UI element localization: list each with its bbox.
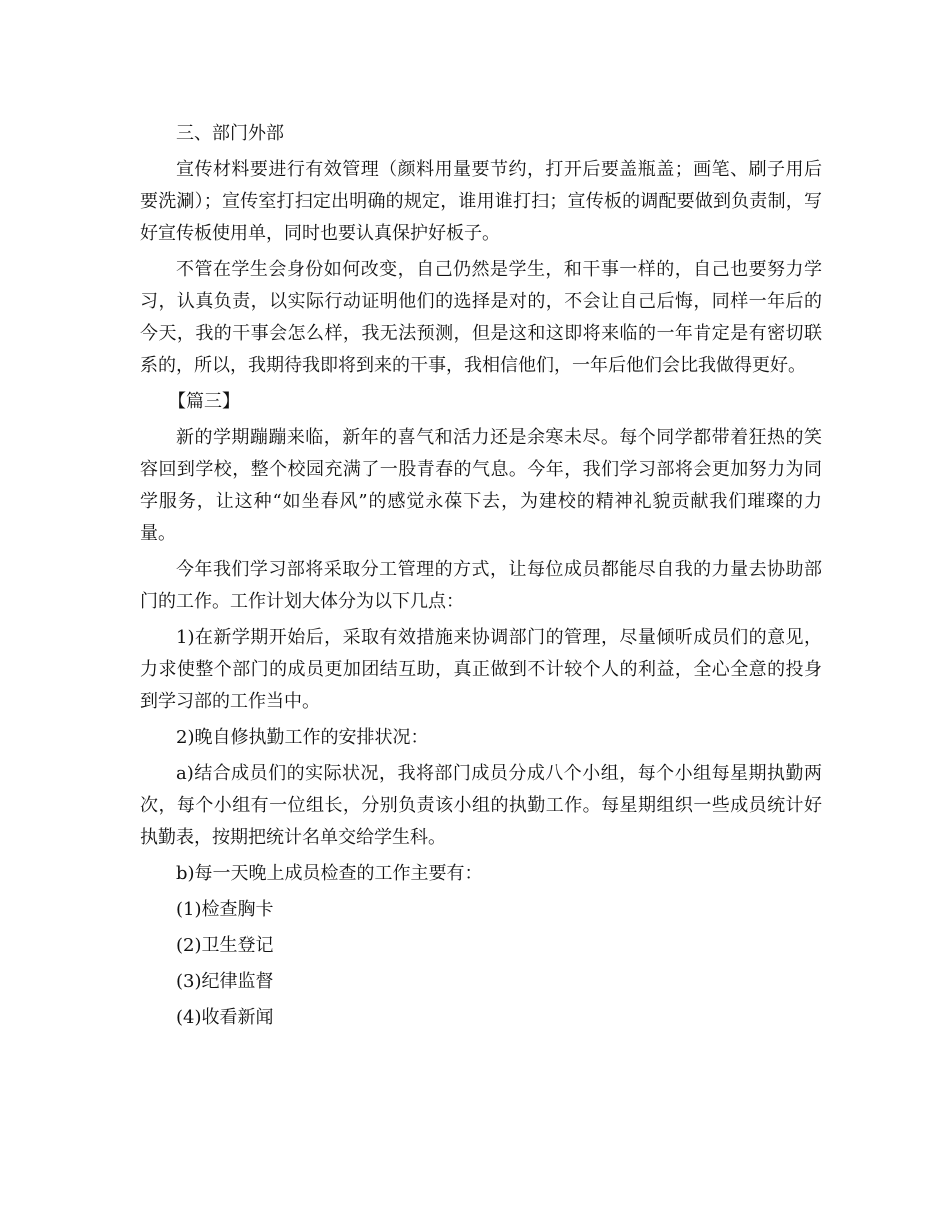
paragraph-division-of-work: 今年我们学习部将采取分工管理的方式，让每位成员都能尽自我的力量去协助部门的工作。工作计划大体分为以下几点： — [140, 559, 822, 612]
list-item-discipline: (3)纪律监督 — [176, 971, 274, 992]
list-item-check-badge: (1)检查胸卡 — [176, 899, 274, 920]
paragraph-student-identity: 不管在学生会身份如何改变，自己仍然是学生，和干事一样的，自己也要努力学习，认真负责，以实际行动证明他们的选择是对的，不会让自己后悔，同样一年后的今天，我的干事会怎么样，我无法预测，但是这和这即将来临的一年肯定是有密切联系的，所以，我期待我即将到来的干事，我相信他们，一年后他们会比我做得更好。 — [140, 259, 822, 376]
paragraph-point-one: 1)在新学期开始后，采取有效措施来协调部门的管理，尽量倾听成员们的意见，力求使整个部门的成员更加团结互助，真正做到不计较个人的利益，全心全意的投身到学习部的工作当中。 — [140, 627, 822, 712]
section-heading-part-three: 【篇三】 — [168, 391, 240, 412]
paragraph-point-a: a)结合成员们的实际状况，我将部门成员分成八个小组，每个小组每星期执勤两次，每个小组有一位组长，分别负责该小组的执勤工作。每星期组织一些成员统计好执勤表，按期把统计名单交给学生科。 — [140, 763, 822, 848]
list-item-watch-news: (4)收看新闻 — [176, 1007, 274, 1028]
document-page — [140, 118, 822, 1034]
paragraph-point-b: b)每一天晚上成员检查的工作主要有： — [176, 863, 483, 884]
list-item-hygiene-record: (2)卫生登记 — [176, 935, 274, 956]
section-heading-department-external: 三、部门外部 — [176, 123, 284, 144]
paragraph-new-semester: 新的学期蹦蹦来临，新年的喜气和活力还是余寒未尽。每个同学都带着狂热的笑容回到学校，整个校园充满了一股青春的气息。今年，我们学习部将会更加努力为同学服务，让这种“如坐春风”的感觉永葆下去，为建校的精神礼貌贡献我们璀璨的力量。 — [140, 427, 822, 544]
paragraph-propaganda-materials: 宣传材料要进行有效管理（颜料用量要节约，打开后要盖瓶盖；画笔、刷子用后要洗涮）；宣传室打扫定出明确的规定，谁用谁打扫；宣传板的调配要做到负责制，写好宣传板使用单，同时也要认真保护好板子。 — [140, 159, 822, 244]
paragraph-point-two: 2)晚自修执勤工作的安排状况： — [176, 727, 429, 748]
